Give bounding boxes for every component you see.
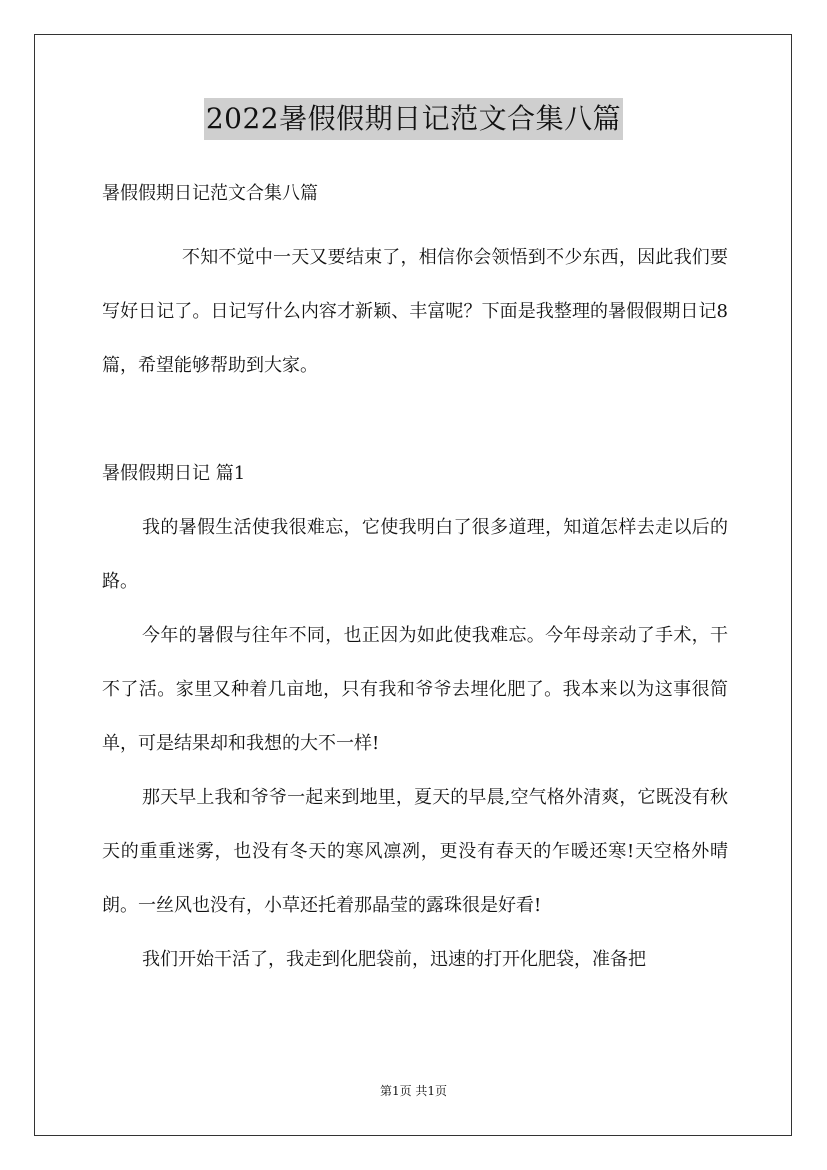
intro-paragraph: 不知不觉中一天又要结束了，相信你会领悟到不少东西，因此我们要写好日记了。日记写什么内容才新颖、丰富呢？下面是我整理的暑假假期日记8篇，希望能够帮助到大家。 [102,247,728,376]
document-title: 2022暑假假期日记范文合集八篇 [204,98,623,140]
body-paragraph-4: 我们开始干活了，我走到化肥袋前，迅速的打开化肥袋，准备把 [142,949,646,970]
document-subtitle: 暑假假期日记范文合集八篇 [102,183,318,204]
title-container [0,98,827,140]
section-heading: 暑假假期日记 篇1 [102,463,246,484]
page-footer: 第1页 共1页 [379,1084,448,1098]
document-body [102,176,728,987]
body-paragraph-2: 今年的暑假与往年不同，也正因为如此使我难忘。今年母亲动了手术，干不了活。家里又种着几亩地，只有我和爷爷去埋化肥了。我本来以为这事很简单，可是结果却和我想的大不一样! [102,625,728,754]
body-paragraph-1: 我的暑假生活使我很难忘，它使我明白了很多道理，知道怎样去走以后的路。 [102,517,728,592]
body-paragraph-3: 那天早上我和爷爷一起来到地里，夏天的早晨,空气格外清爽，它既没有秋天的重重迷雾，也没有冬天的寒风凛冽，更没有春天的乍暖还寒!天空格外晴朗。一丝风也没有，小草还托着那晶莹的露珠很是好看! [102,787,728,916]
